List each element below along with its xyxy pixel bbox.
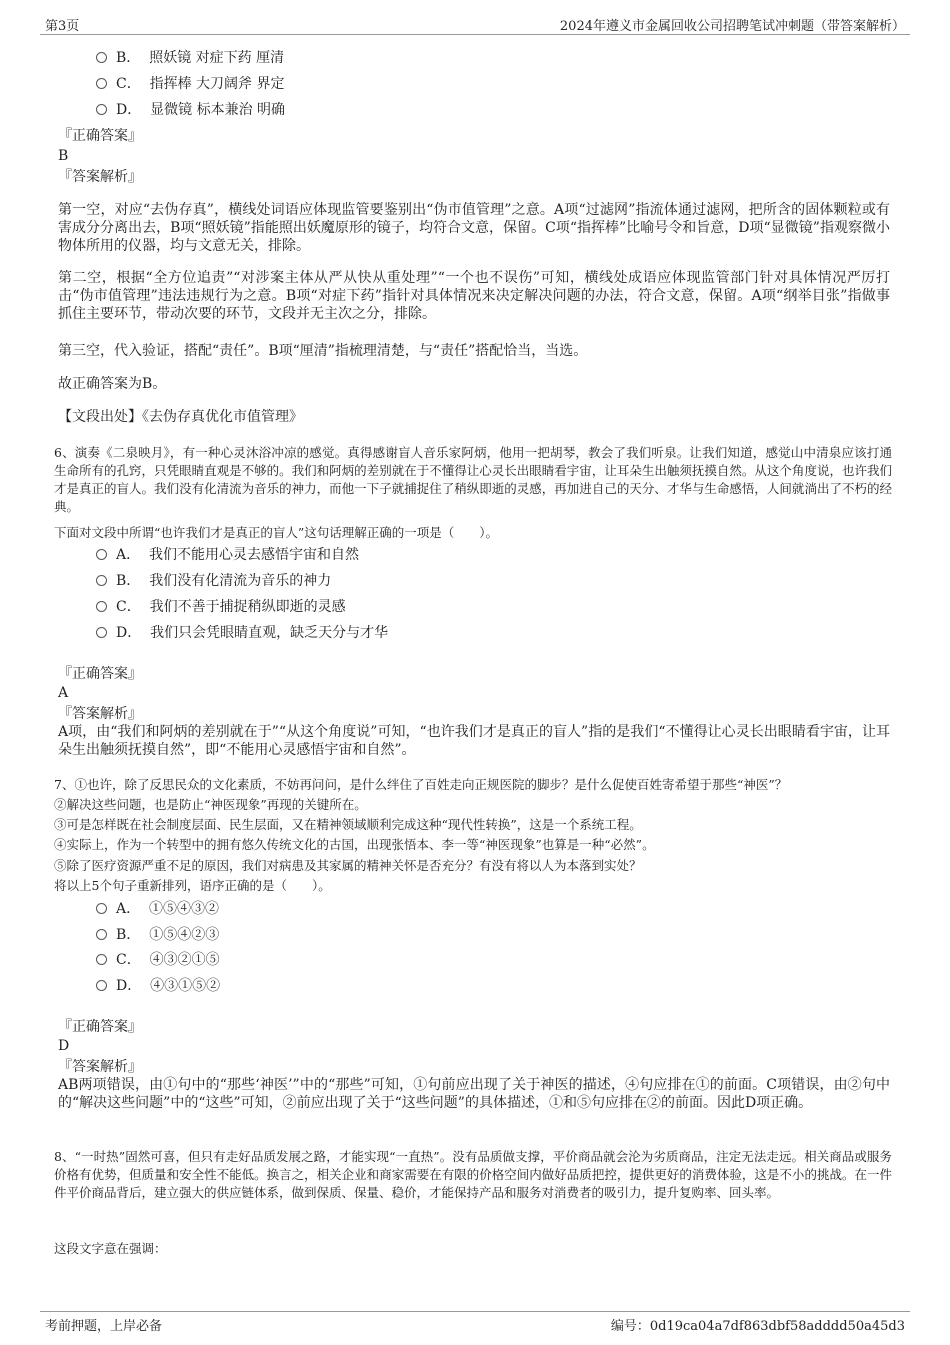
- q5-option-b[interactable]: B． 照妖镜 对症下药 厘清: [96, 49, 284, 67]
- q5-analysis-p3: 第三空，代入验证，搭配“责任”。B项“厘清”指梳理清楚，与“责任”搭配恰当，当选。: [58, 343, 588, 359]
- q5-source: 【文段出处】《去伪存真优化市值管理》: [58, 409, 303, 425]
- radio-icon[interactable]: [96, 929, 107, 940]
- radio-icon[interactable]: [96, 104, 107, 115]
- q6-answer: A: [58, 685, 69, 701]
- q7-option-a[interactable]: A． ①⑤④③②: [96, 900, 219, 918]
- q5-analysis-p2: 第二空，根据“全方位追责”“对涉案主体从严从快从重处理”“一个也不误伤”可知，横线处成语应体现监管部门针对具体情况严厉打击“伪市值管理”违法违规行为之意。B项“对症下药”指针对具体情况来决定解决问题的办法，符合文意，保留。A项“纲举目张”指做事抓住主要环节，带动次要的环节，文段并无主次之分，排除。: [58, 270, 890, 322]
- q7-answer-label: 『正确答案』: [58, 1019, 142, 1035]
- q7-line-5: ⑤除了医疗资源严重不足的原因，我们对病患及其家属的精神关怀是否充分？有没有将以人为本落到实处？: [54, 858, 642, 873]
- q6-question: 下面对文段中所谓“也许我们才是真正的盲人”这句话理解正确的一项是（ ）。: [54, 525, 499, 540]
- radio-icon[interactable]: [96, 627, 107, 638]
- footer-slogan: 考前押题，上岸必备: [45, 1319, 163, 1334]
- q7-line-1: 7、①也许，除了反思民众的文化素质，不妨再问问，是什么绊住了百姓走向正规医院的脚步？是什么促使百姓寄希望于那些“神医”？: [54, 777, 788, 792]
- radio-icon[interactable]: [96, 980, 107, 991]
- q5-answer-label: 『正确答案』: [58, 128, 142, 144]
- q6-option-c[interactable]: C． 我们不善于捕捉稍纵即逝的灵感: [96, 598, 346, 616]
- radio-icon[interactable]: [96, 601, 107, 612]
- radio-icon[interactable]: [96, 78, 107, 89]
- q5-option-d[interactable]: D． 显微镜 标本兼治 明确: [96, 101, 285, 119]
- q7-option-b[interactable]: B． ①⑤④②③: [96, 926, 219, 944]
- q7-analysis: AB两项错误，由①句中的“那些‘神医’”中的“那些”可知，①句前应出现了关于神医的描述，④句应排在①的前面。C项错误，由②句中的“解决这些问题”中的“这些”可知，②前应出现了关于“这些问题”的具体描述，①和⑤句应排在②的前面。因此D项正确。: [58, 1077, 890, 1111]
- q7-line-3: ③可是怎样既在社会制度层面、民生层面，又在精神领域顺利完成这种“现代性转换”，这是一个系统工程。: [54, 817, 642, 832]
- q5-analysis-label: 『答案解析』: [58, 169, 142, 185]
- q6-option-b[interactable]: B． 我们没有化清流为音乐的神力: [96, 572, 331, 590]
- page-footer: [40, 1311, 910, 1334]
- q7-line-2: ②解决这些问题，也是防止“神医现象”再现的关键所在。: [54, 797, 367, 812]
- radio-icon[interactable]: [96, 549, 107, 560]
- q7-option-d[interactable]: D． ④③①⑤②: [96, 977, 220, 995]
- q7-question: 将以上5个句子重新排列，语序正确的是（ ）。: [54, 878, 331, 893]
- q6-option-d[interactable]: D． 我们只会凭眼睛直观，缺乏天分与才华: [96, 624, 388, 642]
- q6-analysis-label: 『答案解析』: [58, 706, 142, 722]
- radio-icon[interactable]: [96, 903, 107, 914]
- q5-analysis-p1: 第一空，对应“去伪存真”，横线处词语应体现监管要鉴别出“伪市值管理”之意。A项“过滤网”指流体通过滤网，把所含的固体颗粒或有害成分分离出去，B项“照妖镜”指能照出妖魔原形的镜子，均符合文意，保留。C项“指挥棒”比喻号令和旨意，D项“显微镜”指观察微小物体所用的仪器，均与文意无关，排除。: [58, 202, 890, 254]
- document-title: 2024年遵义市金属回收公司招聘笔试冲刺题（带答案解析）: [559, 19, 905, 34]
- radio-icon[interactable]: [96, 52, 107, 63]
- q5-analysis-p4: 故正确答案为B。: [58, 376, 167, 392]
- q6-option-a[interactable]: A． 我们不能用心灵去感悟宇宙和自然: [96, 546, 359, 564]
- page-number: 第3页: [45, 19, 80, 34]
- q6-answer-label: 『正确答案』: [58, 666, 142, 682]
- q6-passage: 6、演奏《二泉映月》，有一种心灵沐浴冲凉的感觉。真得感谢盲人音乐家阿炳，他用一把胡琴，教会了我们听泉。让我们知道，感觉山中清泉应该打通生命所有的孔窍，只凭眼睛直观是不够的。我们和阿炳的差别就在于不懂得让心灵长出眼睛看宇宙，让耳朵生出触须抚摸自然。从这个角度说，也许我们才是真正的盲人。我们没有化清流为音乐的神力，而他一下子就捕捉住了稍纵即逝的灵感，再加进自己的天分、才华与生命感悟，人间就淌出了不朽的经典。: [54, 445, 892, 514]
- radio-icon[interactable]: [96, 954, 107, 965]
- q8-passage: 8、“一时热”固然可喜，但只有走好品质发展之路，才能实现“一直热”。没有品质做支撑，平价商品就会沦为劣质商品，注定无法走远。相关商品或服务价格有优势，但质量和安全性不能低。换言之，相关企业和商家需要在有限的价格空间内做好品质把控，提供更好的消费体验，这是不小的挑战。在一件件平价商品背后，建立强大的供应链体系，做到保质、保量、稳价，才能保持产品和服务对消费者的吸引力，提升复购率、回头率。: [54, 1149, 892, 1200]
- q6-analysis: A项，由“我们和阿炳的差别就在于”“从这个角度说”可知，“也许我们才是真正的盲人”指的是我们“不懂得让心灵长出眼睛看宇宙，让耳朵生出触须抚摸自然”，即“不能用心灵感悟宇宙和自然”。: [58, 724, 890, 758]
- q8-question: 这段文字意在强调：: [54, 1241, 167, 1256]
- page-header: [40, 14, 910, 35]
- q5-option-c[interactable]: C． 指挥棒 大刀阔斧 界定: [96, 75, 285, 93]
- q7-analysis-label: 『答案解析』: [58, 1059, 142, 1075]
- document-id: 编号：0d19ca04a7df863dbf58adddd50a45d3: [610, 1319, 905, 1334]
- q7-option-c[interactable]: C． ④③②①⑤: [96, 951, 220, 969]
- q7-line-4: ④实际上，作为一个转型中的拥有悠久传统文化的古国，出现张悟本、李一等“神医现象”也算是一种“必然”。: [54, 837, 655, 852]
- q5-answer: B: [58, 148, 69, 164]
- radio-icon[interactable]: [96, 575, 107, 586]
- q7-answer: D: [58, 1038, 70, 1054]
